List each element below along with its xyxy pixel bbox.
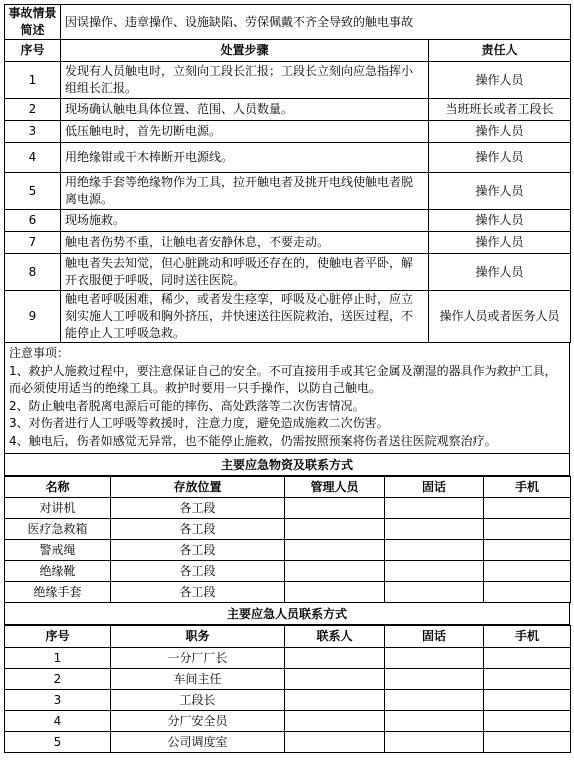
note-item: 2、防止触电者脱离电源后可能的摔伤、高处跌落等二次伤害情况。	[9, 398, 365, 413]
material-location: 各工段	[111, 519, 285, 540]
procedure-row	[5, 121, 571, 143]
material-manager	[285, 519, 385, 540]
material-mobile	[484, 561, 571, 582]
personnel-contact	[285, 690, 385, 711]
material-location: 各工段	[111, 540, 285, 561]
personnel-row	[5, 732, 571, 753]
personnel-post: 工段长	[111, 690, 285, 711]
personnel-no: 2	[5, 669, 111, 690]
personnel-title: 主要应急人员联系方式	[4, 603, 570, 625]
header-phone: 固话	[385, 626, 484, 648]
personnel-no: 4	[5, 711, 111, 732]
procedure-owner: 操作人员	[429, 254, 571, 291]
procedure-no: 4	[5, 143, 61, 173]
materials-row	[5, 498, 571, 519]
material-name: 对讲机	[5, 498, 111, 519]
procedure-owner: 操作人员	[429, 232, 571, 254]
procedure-owner: 操作人员或者医务人员	[429, 291, 571, 343]
procedure-no: 8	[5, 254, 61, 291]
material-location: 各工段	[111, 561, 285, 582]
summary-row	[5, 5, 571, 40]
personnel-mobile	[484, 732, 571, 753]
materials-row	[5, 540, 571, 561]
material-manager	[285, 498, 385, 519]
procedure-step: 触电者伤势不重，让触电者安静休息，不要走动。	[61, 232, 429, 254]
material-name: 医疗急救箱	[5, 519, 111, 540]
emergency-plan-sheet	[4, 4, 570, 753]
procedure-step: 用绝缘钳或干木棒断开电源线。	[61, 143, 429, 173]
header-mobile: 手机	[484, 626, 571, 648]
personnel-phone	[385, 648, 484, 669]
procedure-step: 用绝缘手套等绝缘物作为工具，拉开触电者及挑开电线使触电者脱离电源。	[61, 173, 429, 210]
personnel-mobile	[484, 711, 571, 732]
header-location: 存放位置	[111, 477, 285, 498]
header-no: 序号	[5, 40, 61, 62]
header-post: 职务	[111, 626, 285, 648]
materials-row	[5, 561, 571, 582]
procedure-no: 6	[5, 210, 61, 232]
procedure-no: 7	[5, 232, 61, 254]
procedure-no: 3	[5, 121, 61, 143]
procedure-step: 低压触电时，首先切断电源。	[61, 121, 429, 143]
header-owner: 责任人	[429, 40, 571, 62]
personnel-mobile	[484, 648, 571, 669]
material-location: 各工段	[111, 582, 285, 603]
personnel-row	[5, 648, 571, 669]
material-manager	[285, 540, 385, 561]
personnel-no: 5	[5, 732, 111, 753]
procedure-step: 现场确认触电具体位置、范围、人员数量。	[61, 99, 429, 121]
procedure-row	[5, 254, 571, 291]
procedure-step: 发现有人员触电时，立刻向工段长汇报；工段长立刻向应急指挥小组组长汇报。	[61, 62, 429, 99]
personnel-header-row	[5, 626, 571, 648]
personnel-post: 车间主任	[111, 669, 285, 690]
personnel-contact	[285, 648, 385, 669]
procedure-owner: 操作人员	[429, 143, 571, 173]
personnel-post: 一分厂厂长	[111, 648, 285, 669]
material-location: 各工段	[111, 498, 285, 519]
header-phone: 固话	[385, 477, 484, 498]
material-phone	[385, 582, 484, 603]
material-mobile	[484, 582, 571, 603]
materials-row	[5, 582, 571, 603]
material-mobile	[484, 540, 571, 561]
personnel-phone	[385, 732, 484, 753]
procedure-owner: 操作人员	[429, 62, 571, 99]
personnel-contact	[285, 711, 385, 732]
note-item: 3、对伤者进行人工呼吸等救援时，注意力度，避免造成施救二次伤害。	[9, 416, 389, 430]
personnel-post: 公司调度室	[111, 732, 285, 753]
materials-row	[5, 519, 571, 540]
personnel-row	[5, 690, 571, 711]
procedure-no: 2	[5, 99, 61, 121]
material-name: 绝缘手套	[5, 582, 111, 603]
material-phone	[385, 519, 484, 540]
note-item: 1、救护人施救过程中，要注意保证自己的安全。不可直接用手或其它金属及潮湿的器具作为救护工具，而必须使用适当的绝缘工具。救护时要用一只手操作，以防自己触电。	[9, 363, 557, 395]
material-phone	[385, 561, 484, 582]
material-phone	[385, 498, 484, 519]
notes-block	[4, 343, 570, 454]
procedure-row	[5, 173, 571, 210]
summary-label: 事故情景简述	[5, 5, 61, 40]
procedure-step: 触电者呼吸困难，稀少，或者发生痉挛，呼吸及心脏停止时，应立刻实施人工呼吸和胸外挤压，并快速送往医院救治，送医过程，不能停止人工呼吸急救。	[61, 291, 429, 343]
material-name: 警戒绳	[5, 540, 111, 561]
personnel-table	[4, 625, 571, 753]
material-mobile	[484, 519, 571, 540]
personnel-no: 3	[5, 690, 111, 711]
personnel-mobile	[484, 669, 571, 690]
procedure-owner: 操作人员	[429, 121, 571, 143]
procedure-table	[4, 4, 571, 343]
header-no: 序号	[5, 626, 111, 648]
personnel-row	[5, 711, 571, 732]
summary-text: 因误操作、违章操作、设施缺陷、劳保佩戴不齐全导致的触电事故	[61, 5, 571, 40]
materials-title: 主要应急物资及联系方式	[4, 454, 570, 476]
materials-table	[4, 476, 571, 603]
personnel-phone	[385, 711, 484, 732]
procedure-owner: 操作人员	[429, 173, 571, 210]
procedure-row	[5, 143, 571, 173]
personnel-row	[5, 669, 571, 690]
header-mobile: 手机	[484, 477, 571, 498]
material-manager	[285, 561, 385, 582]
material-mobile	[484, 498, 571, 519]
personnel-no: 1	[5, 648, 111, 669]
personnel-phone	[385, 690, 484, 711]
procedure-row	[5, 210, 571, 232]
procedure-owner: 当班班长或者工段长	[429, 99, 571, 121]
procedure-row	[5, 99, 571, 121]
personnel-mobile	[484, 690, 571, 711]
material-phone	[385, 540, 484, 561]
header-name: 名称	[5, 477, 111, 498]
header-contact: 联系人	[285, 626, 385, 648]
procedure-row	[5, 232, 571, 254]
personnel-phone	[385, 669, 484, 690]
personnel-contact	[285, 669, 385, 690]
notes-title: 注意事项：	[9, 346, 70, 360]
procedure-row	[5, 291, 571, 343]
note-item: 4、触电后，伤者如感觉无异常，也不能停止施救，仍需按照预案将伤者送往医院观察治疗。	[9, 433, 497, 448]
procedure-no: 1	[5, 62, 61, 99]
procedure-no: 9	[5, 291, 61, 343]
materials-header-row	[5, 477, 571, 498]
procedure-step: 触电者失去知觉，但心脏跳动和呼吸还存在的，使触电者平卧，解开衣服便于呼吸，同时送往医院。	[61, 254, 429, 291]
personnel-post: 分厂安全员	[111, 711, 285, 732]
header-step: 处置步骤	[61, 40, 429, 62]
procedure-row	[5, 62, 571, 99]
material-name: 绝缘靴	[5, 561, 111, 582]
procedure-step: 现场施救。	[61, 210, 429, 232]
material-manager	[285, 582, 385, 603]
procedure-header-row	[5, 40, 571, 62]
personnel-contact	[285, 732, 385, 753]
procedure-no: 5	[5, 173, 61, 210]
procedure-owner: 操作人员	[429, 210, 571, 232]
header-manager: 管理人员	[285, 477, 385, 498]
